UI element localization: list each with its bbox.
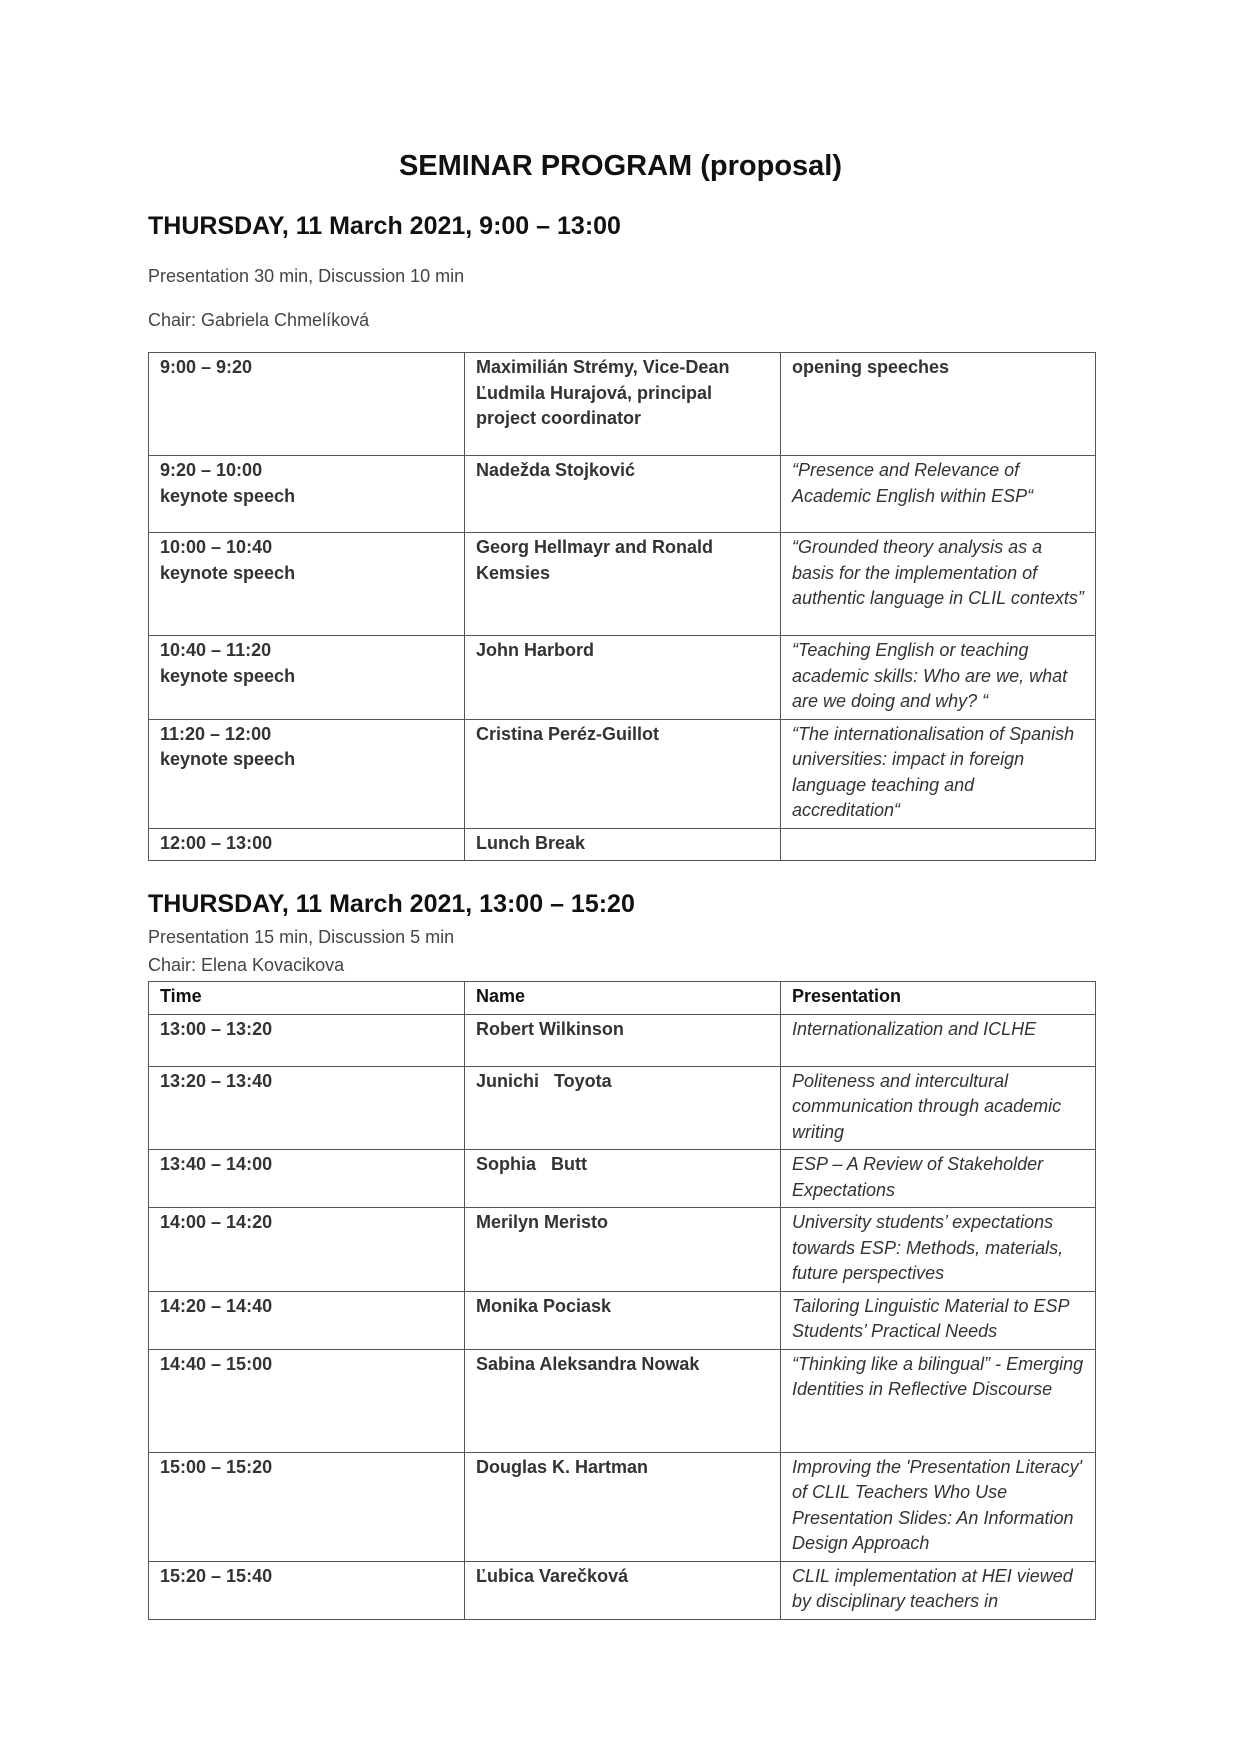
time-cell: 15:20 – 15:40 (149, 1561, 465, 1619)
time-cell: 15:00 – 15:20 (149, 1452, 465, 1561)
column-header-time: Time (149, 982, 465, 1015)
time-text: 9:20 – 10:00 (160, 460, 263, 480)
presentation-cell: “Presence and Relevance of Academic English within ESP“ (781, 456, 1096, 533)
session1-table (148, 352, 1096, 861)
presentation-cell: Politeness and intercultural communication through academic writing (781, 1066, 1096, 1150)
table-header-row (149, 982, 1096, 1015)
time-cell (149, 719, 465, 828)
table-row (149, 636, 1096, 720)
session-type-text: keynote speech (160, 665, 296, 686)
time-cell: 12:00 – 13:00 (149, 828, 465, 861)
column-header-presentation: Presentation (781, 982, 1096, 1015)
session-type-text: keynote speech (160, 749, 296, 769)
time-text: 10:40 – 11:20 (160, 640, 272, 660)
session1-format: Presentation 30 min, Discussion 10 min (148, 266, 465, 286)
name-cell: Monika Pociask (465, 1291, 781, 1349)
presentation-cell (781, 828, 1096, 861)
table-row (149, 719, 1096, 828)
name-cell: Sophia Butt (465, 1150, 781, 1208)
time-text: 10:00 – 10:40 (160, 537, 273, 557)
table-row (149, 1561, 1096, 1619)
session1-heading: THURSDAY, 11 March 2021, 9:00 – 13:00 (148, 212, 621, 240)
time-cell: 13:40 – 14:00 (149, 1150, 465, 1208)
name-cell: Merilyn Meristo (465, 1208, 781, 1292)
session-type-text: keynote speech (160, 562, 296, 583)
table-row (149, 828, 1096, 861)
time-cell (149, 353, 465, 456)
session2-heading: THURSDAY, 11 March 2021, 13:00 – 15:20 (148, 890, 635, 918)
table-row (149, 1066, 1096, 1150)
name-cell: Douglas K. Hartman (465, 1452, 781, 1561)
presentation-cell: “Thinking like a bilingual” - Emerging Identities in Reflective Discourse (781, 1349, 1096, 1452)
table-row (149, 353, 1096, 456)
time-text: 9:00 – 9:20 (160, 357, 253, 377)
presentation-cell: Tailoring Linguistic Material to ESP Students’ Practical Needs (781, 1291, 1096, 1349)
table-row (149, 1150, 1096, 1208)
session1-chair: Chair: Gabriela Chmelíková (148, 310, 370, 330)
time-cell (149, 636, 465, 720)
name-cell: Georg Hellmayr and Ronald Kemsies (465, 533, 781, 636)
table-row (149, 1349, 1096, 1452)
table-row (149, 1208, 1096, 1292)
presentation-cell: ESP – A Review of Stakeholder Expectations (781, 1150, 1096, 1208)
presentation-cell: Improving the 'Presentation Literacy' of CLIL Teachers Who Use Presentation Slides: An Information Design Approach (781, 1452, 1096, 1561)
presentation-cell: opening speeches (781, 353, 1096, 456)
name-cell: Ľubica Varečková (465, 1561, 781, 1619)
time-cell: 13:00 – 13:20 (149, 1014, 465, 1066)
table-row (149, 1014, 1096, 1066)
presentation-cell: “Grounded theory analysis as a basis for the implementation of authentic language in CLIL contexts” (781, 533, 1096, 636)
name-cell: Cristina Peréz-Guillot (465, 719, 781, 828)
time-cell: 13:20 – 13:40 (149, 1066, 465, 1150)
name-cell: Robert Wilkinson (465, 1014, 781, 1066)
column-header-name: Name (465, 982, 781, 1015)
presentation-cell: CLIL implementation at HEI viewed by disciplinary teachers in (781, 1561, 1096, 1619)
presentation-cell: University students’ expectations towards ESP: Methods, materials, future perspectives (781, 1208, 1096, 1292)
time-cell: 14:20 – 14:40 (149, 1291, 465, 1349)
presentation-cell: “Teaching English or teaching academic skills: Who are we, what are we doing and why? “ (781, 636, 1096, 720)
table-row (149, 456, 1096, 533)
session2-chair: Chair: Elena Kovacikova (148, 955, 345, 975)
name-cell: Lunch Break (465, 828, 781, 861)
page-title: SEMINAR PROGRAM (proposal) (398, 150, 843, 182)
time-cell: 14:40 – 15:00 (149, 1349, 465, 1452)
session2-format: Presentation 15 min, Discussion 5 min (148, 927, 455, 947)
presentation-cell: Internationalization and ICLHE (781, 1014, 1096, 1066)
table-row (149, 1452, 1096, 1561)
name-cell: Nadežda Stojković (465, 456, 781, 533)
table-row (149, 533, 1096, 636)
name-cell: Junichi Toyota (465, 1066, 781, 1150)
time-cell (149, 456, 465, 533)
presentation-cell: “The internationalisation of Spanish universities: impact in foreign language teaching and accreditation“ (781, 719, 1096, 828)
name-cell: John Harbord (465, 636, 781, 720)
time-cell: 14:00 – 14:20 (149, 1208, 465, 1292)
time-text: 11:20 – 12:00 (160, 723, 272, 744)
table-row (149, 1291, 1096, 1349)
name-cell: Maximilián Strémy, Vice-Dean Ľudmila Hurajová, principal project coordinator (465, 353, 781, 456)
session2-table (148, 981, 1096, 1620)
session-type-text: keynote speech (160, 485, 296, 506)
time-cell (149, 533, 465, 636)
name-cell: Sabina Aleksandra Nowak (465, 1349, 781, 1452)
